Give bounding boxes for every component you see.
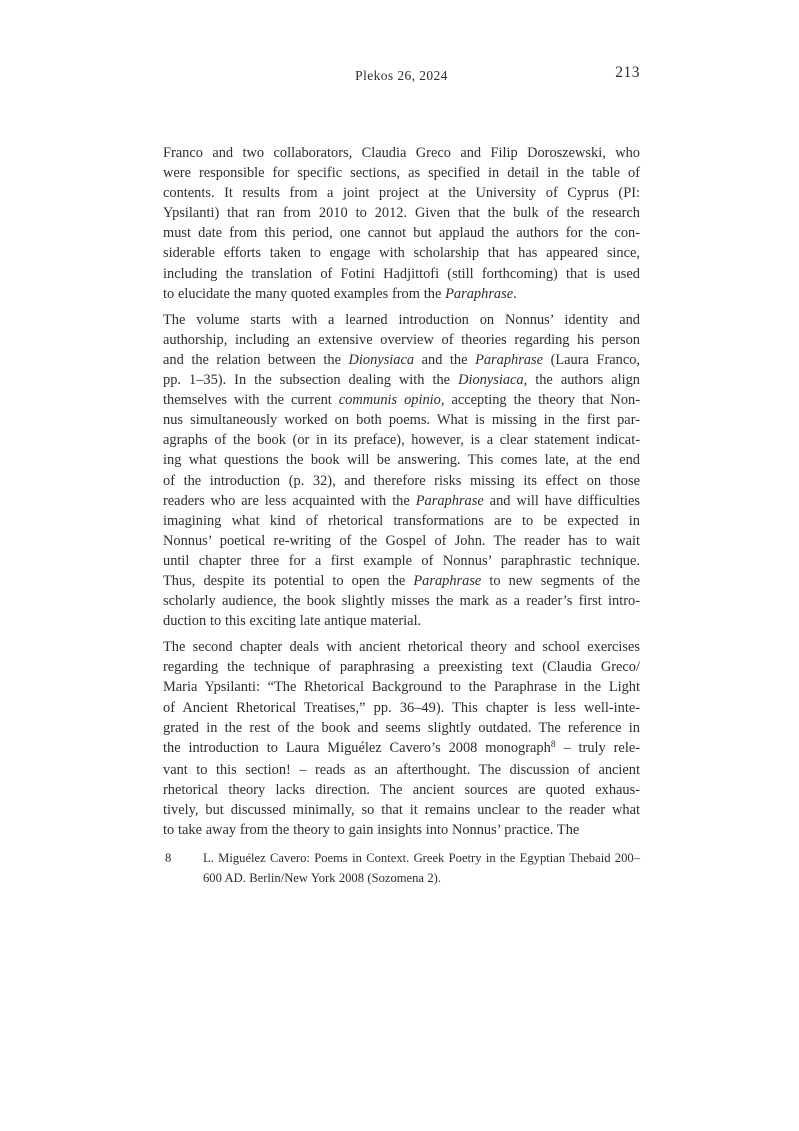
- text-line: Maria Ypsilanti: “The Rhetorical Background to the Paraphrase in the Light: [163, 679, 640, 696]
- text-line: nus simultaneously worked on both poems. What is missing in the first par-: [163, 412, 640, 429]
- journal-title: Plekos 26, 2024: [355, 68, 448, 83]
- text-line: duction to this exciting late antique material.: [163, 613, 422, 630]
- text-line: imagining what kind of rhetorical transformations are to be expected in: [163, 512, 640, 529]
- text-line: The second chapter deals with ancient rhetorical theory and school exercises: [163, 639, 640, 656]
- text-line: including the translation of Fotini Hadjittofi (still forthcoming) that is used: [163, 265, 640, 282]
- page-number: 213: [615, 64, 640, 81]
- text-line: contents. It results from a joint project at the University of Cyprus (PI:: [163, 185, 640, 202]
- running-header: [163, 64, 640, 88]
- footnote: [163, 848, 640, 888]
- article-body: [163, 143, 640, 888]
- text-line: themselves with the current communis opinio, accepting the theory that Non-: [163, 392, 641, 409]
- text-line: readers who are less acquainted with the Paraphrase and will have difficulties: [163, 492, 640, 509]
- text-line: pp. 1–35). In the subsection dealing with the Dionysiaca, the authors align: [163, 372, 640, 389]
- text-line: tively, but discussed minimally, so that it remains unclear to the reader what: [163, 802, 640, 818]
- text-line: Ypsilanti) that ran from 2010 to 2012. Given that the bulk of the research: [163, 205, 640, 222]
- text-line: agraphs of the book (or in its preface), however, is a clear statement indicat-: [163, 432, 640, 449]
- text-line: The volume starts with a learned introduction on Nonnus’ identity and: [163, 311, 640, 328]
- paragraph-2: [163, 310, 640, 632]
- paragraph-1: [163, 143, 640, 304]
- text-line: and the relation between the Dionysiaca and the Paraphrase (Laura Franco,: [163, 351, 641, 368]
- text-line: were responsible for specific sections, as specified in detail in the table of: [163, 165, 640, 182]
- text-line: vant to this section! – reads as an afterthought. The discussion of ancient: [163, 761, 640, 778]
- text-line: 600 AD. Berlin/New York 2008 (Sozomena 2).: [203, 871, 442, 886]
- text-line: siderable efforts taken to engage with scholarship that has appeared since,: [163, 245, 640, 262]
- text-line: of the introduction (p. 32), and therefore risks missing its effect on those: [163, 472, 640, 489]
- text-line: must date from this period, one cannot but applaud the authors for the con-: [163, 225, 640, 242]
- text-line: regarding the technique of paraphrasing a preexisting text (Claudia Greco/: [163, 659, 640, 676]
- text-line: Nonnus’ poetical re-writing of the Gospel of John. The reader has to wait: [163, 532, 640, 549]
- text-line: to elucidate the many quoted examples from the Paraphrase.: [163, 285, 517, 302]
- text-line: L. Miguélez Cavero: Poems in Context. Greek Poetry in the Egyptian Thebaid 200–: [203, 851, 640, 866]
- text-line: scholarly audience, the book slightly misses the mark as a reader’s first intro-: [163, 593, 640, 610]
- footnote-reference: 8: [550, 739, 556, 750]
- text-line: Franco and two collaborators, Claudia Greco and Filip Doroszewski, who: [163, 145, 640, 161]
- text-line: of Ancient Rhetorical Treatises,” pp. 36–49). This chapter is less well-inte-: [163, 699, 640, 716]
- text-line: Thus, despite its potential to open the Paraphrase to new segments of the: [163, 572, 640, 589]
- footnote-number: 8: [165, 851, 172, 866]
- text-line: ing what questions the book will be answering. This comes late, at the end: [163, 452, 640, 469]
- text-line: authorship, including an extensive overview of theories regarding his person: [163, 331, 640, 348]
- footnote-text: [203, 848, 640, 888]
- text-line: until chapter three for a first example of Nonnus’ paraphrastic technique.: [163, 552, 640, 569]
- text-line: to take away from the theory to gain insights into Nonnus’ practice. The: [163, 822, 580, 839]
- text-line: the introduction to Laura Miguélez Cavero’s 2008 monograph$^8$ – truly rele-: [163, 739, 640, 756]
- text-line: grated in the rest of the book and seems slightly outdated. The reference in: [163, 719, 640, 736]
- text-line: rhetorical theory lacks direction. The ancient sources are quoted exhaus-: [163, 781, 640, 798]
- paragraph-3: [163, 637, 640, 840]
